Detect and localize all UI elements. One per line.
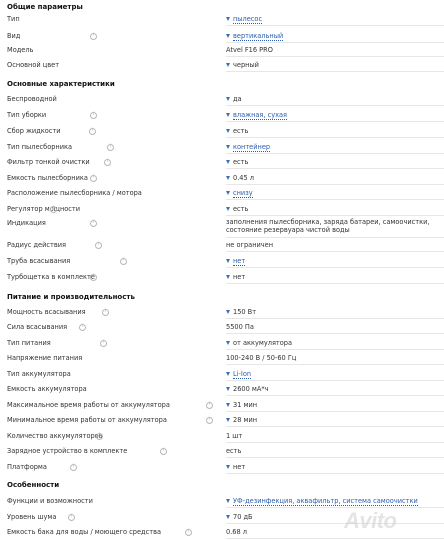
spec-value [226, 94, 242, 104]
filter-icon[interactable] [226, 63, 230, 67]
spec-label: Тип питания [7, 339, 51, 347]
spec-label: Тип уборки [7, 111, 47, 119]
spec-label: Фильтр тонкой очистки [7, 158, 90, 166]
spec-label: Радиус действия [7, 241, 66, 249]
spec-label: Вид [7, 32, 21, 40]
info-icon[interactable] [68, 514, 75, 521]
spec-value-text: 0.45 л [233, 174, 254, 182]
info-icon[interactable] [50, 206, 57, 213]
info-icon[interactable] [95, 242, 102, 249]
spec-value[interactable] [226, 369, 251, 379]
spec-value [226, 204, 248, 214]
info-icon[interactable] [185, 529, 192, 536]
info-icon[interactable] [206, 402, 213, 409]
row-separator [226, 538, 444, 539]
row-separator [226, 56, 444, 57]
spec-value [226, 322, 254, 332]
spec-value-text: есть [226, 447, 242, 455]
spec-value [226, 431, 242, 441]
info-icon[interactable] [90, 175, 97, 182]
filter-icon[interactable] [226, 207, 230, 211]
spec-label: Функции и возможности [7, 497, 93, 505]
row-separator [226, 318, 444, 319]
spec-value [226, 462, 245, 472]
row-separator [226, 184, 444, 185]
row-separator [226, 333, 444, 334]
filter-icon[interactable] [226, 113, 230, 117]
row-separator [226, 153, 444, 154]
spec-label: Уровень шума [7, 513, 57, 521]
filter-icon[interactable] [226, 176, 230, 180]
spec-label: Сила всасывания [7, 323, 68, 331]
info-icon[interactable] [120, 258, 127, 265]
spec-value-text: заполнения пылесборника, заряда батареи, самоочистки, состояние резервуара чистой воды [226, 218, 430, 235]
spec-value[interactable] [226, 496, 418, 506]
spec-label: Емкость пылесборника [7, 174, 88, 182]
spec-label: Расположение пылесборника / мотора [7, 189, 142, 197]
spec-value-text: от аккумулятора [233, 339, 293, 347]
section-title-power: Питание и производительность [7, 293, 135, 301]
info-icon[interactable] [104, 159, 111, 166]
row-separator [226, 237, 444, 238]
spec-label: Количество аккумуляторов [7, 432, 103, 440]
spec-value-text: 0.68 л [226, 528, 247, 536]
spec-value [226, 527, 247, 537]
row-separator [226, 251, 444, 252]
row-separator [226, 364, 444, 365]
filter-icon[interactable] [226, 310, 230, 314]
filter-icon[interactable] [226, 275, 230, 279]
info-icon[interactable] [89, 128, 96, 135]
row-separator [226, 215, 444, 216]
row-separator [226, 137, 444, 138]
spec-value-text: 28 мин [233, 416, 258, 424]
filter-icon[interactable] [226, 34, 230, 38]
spec-value [226, 126, 248, 136]
spec-value-link[interactable]: контейнер [233, 143, 271, 151]
spec-value-text: есть [233, 158, 249, 166]
spec-value [226, 446, 241, 456]
row-separator [226, 380, 444, 381]
info-icon[interactable] [90, 274, 97, 281]
info-icon[interactable] [70, 464, 77, 471]
spec-value[interactable] [226, 14, 262, 24]
spec-value [226, 338, 292, 348]
spec-value [226, 240, 273, 250]
spec-label: Тип аккумулятора [7, 370, 71, 378]
spec-value [226, 384, 269, 394]
spec-value-text: черный [233, 61, 259, 69]
spec-label: Индикация [7, 219, 46, 227]
row-separator [226, 395, 444, 396]
spec-label: Модель [7, 46, 34, 54]
spec-label: Напряжение питания [7, 354, 83, 362]
filter-icon[interactable] [226, 418, 230, 422]
spec-value [226, 45, 273, 55]
filter-icon[interactable] [226, 403, 230, 407]
filter-icon[interactable] [226, 129, 230, 133]
spec-label: Мощность всасывания [7, 308, 86, 316]
spec-label: Тип [7, 15, 20, 23]
row-separator [226, 411, 444, 412]
filter-icon[interactable] [226, 387, 230, 391]
section-title-main: Основные характеристики [7, 80, 115, 88]
filter-icon[interactable] [226, 97, 230, 101]
row-separator [226, 283, 444, 284]
filter-icon[interactable] [226, 499, 230, 503]
spec-value-link[interactable]: снизу [233, 189, 253, 197]
spec-label: Беспроводной [7, 95, 57, 103]
info-icon[interactable] [100, 340, 107, 347]
spec-value-link[interactable]: Li-Ion [233, 370, 252, 378]
info-icon[interactable] [90, 33, 97, 40]
spec-value-text: 2600 мА*ч [233, 385, 269, 393]
spec-value [226, 512, 253, 522]
info-icon[interactable] [96, 433, 103, 440]
spec-value-text: есть [233, 205, 249, 213]
spec-value[interactable] [226, 256, 245, 266]
info-icon[interactable] [102, 309, 109, 316]
info-icon[interactable] [79, 324, 86, 331]
spec-label: Сбор жидкости [7, 127, 61, 135]
spec-value-text: 31 мин [233, 401, 258, 409]
section-title-general: Общие параметры [7, 3, 83, 11]
row-separator [226, 71, 444, 72]
info-icon[interactable] [90, 112, 97, 119]
filter-icon[interactable] [226, 145, 230, 149]
spec-value[interactable] [226, 31, 283, 41]
info-icon[interactable] [160, 448, 167, 455]
filter-icon[interactable] [226, 372, 230, 376]
spec-value-link[interactable]: вертикальный [233, 32, 284, 40]
spec-label: Емкость аккумулятора [7, 385, 87, 393]
info-icon[interactable] [206, 417, 213, 424]
spec-value-text: 150 Вт [233, 308, 257, 316]
row-separator [226, 349, 444, 350]
filter-icon[interactable] [226, 259, 230, 263]
spec-value [226, 400, 257, 410]
spec-value-link[interactable]: пылесос [233, 15, 263, 23]
section-title-features: Особенности [7, 481, 60, 489]
spec-label: Платформа [7, 463, 47, 471]
spec-value[interactable] [226, 142, 270, 152]
spec-label: Труба всасывания [7, 257, 71, 265]
info-icon[interactable] [107, 144, 114, 151]
filter-icon[interactable] [226, 341, 230, 345]
spec-label: Тип пылесборника [7, 143, 73, 151]
spec-value-text: есть [233, 127, 249, 135]
spec-value [226, 415, 257, 425]
spec-value-link[interactable]: нет [233, 257, 246, 265]
row-separator [226, 25, 444, 26]
row-separator [226, 457, 444, 458]
row-separator [226, 105, 444, 106]
info-icon[interactable] [90, 220, 97, 227]
spec-label: Минимальное время работы от аккумулятора [7, 416, 167, 424]
row-separator [226, 168, 444, 169]
spec-value-text: нет [233, 273, 246, 281]
spec-value [226, 272, 245, 282]
avito-watermark: Avito [344, 508, 397, 533]
spec-label: Емкость бака для воды / моющего средства [7, 528, 162, 536]
filter-icon[interactable] [226, 191, 230, 195]
filter-icon[interactable] [226, 515, 230, 519]
spec-value-text: да [233, 95, 242, 103]
spec-value [226, 157, 248, 167]
spec-value [226, 353, 296, 363]
row-separator [226, 426, 444, 427]
spec-label: Основной цвет [7, 61, 60, 69]
row-separator [226, 442, 444, 443]
spec-label: Регулятор мощности [7, 205, 81, 213]
spec-value-text: 100-240 В / 50-60 Гц [226, 354, 297, 362]
spec-label: Зарядное устройство в комплекте [7, 447, 128, 455]
spec-value-text: 70 дБ [233, 513, 253, 521]
spec-label: Турбощетка в комплекте [7, 273, 95, 281]
spec-value-text: 5500 Па [226, 323, 254, 331]
filter-icon[interactable] [226, 17, 230, 21]
row-separator [226, 121, 444, 122]
spec-value-link[interactable]: влажная, сухая [233, 111, 288, 119]
spec-value-text: нет [233, 463, 246, 471]
spec-value-link[interactable]: УФ-дезинфекция, аквафильтр, система самоочистки [233, 497, 418, 505]
filter-icon[interactable] [226, 160, 230, 164]
row-separator [226, 473, 444, 474]
row-separator [226, 42, 444, 43]
spec-value [226, 307, 256, 317]
spec-value [226, 218, 440, 235]
spec-value-text: не ограничен [226, 241, 274, 249]
filter-icon[interactable] [226, 465, 230, 469]
spec-label: Максимальное время работы от аккумулятора [7, 401, 170, 409]
spec-value [226, 60, 259, 70]
row-separator [226, 267, 444, 268]
spec-value[interactable] [226, 110, 287, 120]
spec-value-text: Atvel F16 PRO [226, 46, 273, 54]
spec-value [226, 173, 254, 183]
row-separator [226, 199, 444, 200]
spec-value-text: 1 шт [226, 432, 243, 440]
spec-value[interactable] [226, 188, 253, 198]
